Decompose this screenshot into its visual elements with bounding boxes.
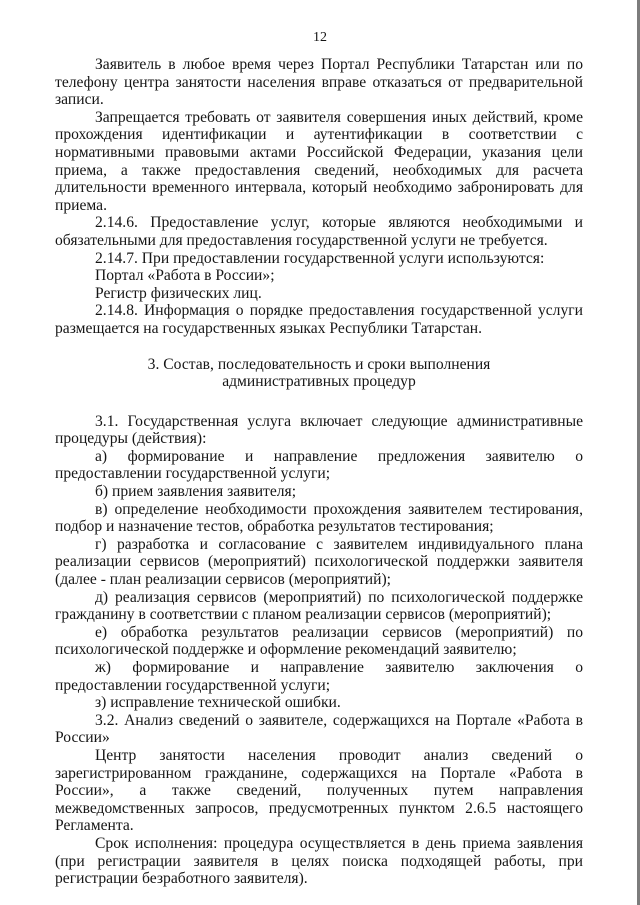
paragraph-refusal-of-appointment: Заявитель в любое время через Портал Республики Татарстан или по телефону центра занятости населения вправе отказаться от предварительной записи. <box>55 56 583 109</box>
list-item-a: а) формирование и направление предложения заявителю о предоставлении государственной услуги; <box>55 447 583 483</box>
document-body <box>55 56 583 888</box>
section-heading: 3. Состав, последовательность и сроки выполнения административных процедур <box>147 355 491 391</box>
list-item-register: Регистр физических лиц. <box>95 284 262 302</box>
list-item-b: б) прием заявления заявителя; <box>95 483 297 501</box>
paragraph-execution-deadline: Срок исполнения: процедура осуществляется в день приема заявления (при регистрации заявителя в целях поиска подходящей работы, при регистрации безработного заявителя). <box>55 834 583 888</box>
paragraph-employment-center-analysis: Центр занятости населения проводит анализ сведений о зарегистрированном гражданине, содержащихся на Портале «Работа в России», а также сведений, полученных путем направления межведомственных запросов, предусмотренных пунктом 2.6.5 настоящего Регламента. <box>55 746 583 835</box>
list-item-zh: ж) формирование и направление заявителю заключения о предоставлении государственной услуги; <box>55 659 583 694</box>
paragraph-prohibited-requirements: Запрещается требовать от заявителя совершения иных действий, кроме прохождения идентификации и аутентификации в соответствии с нормативными правовыми актами Российской Федерации, указания цели приема, а также предоставления сведений, необходимых для расчета длительности временного интервала, который необходимо забронировать для приема. <box>55 108 583 214</box>
page-number: 12 <box>313 30 327 45</box>
list-item-portal: Портал «Работа в России»; <box>95 267 275 285</box>
list-item-z: з) исправление технической ошибки. <box>95 694 341 712</box>
paragraph-3-2: 3.2. Анализ сведений о заявителе, содержащихся на Портале «Работа в России» <box>55 711 583 747</box>
paragraph-3-1: 3.1. Государственная услуга включает следующие административные процедуры (действия): <box>55 412 583 448</box>
paragraph-2-14-8: 2.14.8. Информация о порядке предоставления государственной услуги размещается на государственных языках Республики Татарстан. <box>55 302 583 337</box>
paragraph-2-14-7: 2.14.7. При предоставлении государственной услуги используются: <box>95 249 545 267</box>
paragraph-2-14-6: 2.14.6. Предоставление услуг, которые являются необходимыми и обязательными для предоставления государственной услуги не требуется. <box>55 214 583 249</box>
list-item-d: д) реализация сервисов (мероприятий) по психологической поддержке гражданину в соответствии с планом реализации сервисов (мероприятий); <box>55 588 583 624</box>
list-item-e: е) обработка результатов реализации сервисов (мероприятий) по психологической поддержке и оформление рекомендаций заявителю; <box>55 623 583 659</box>
list-item-g: г) разработка и согласование с заявителем индивидуального плана реализации сервисов (мероприятий) психологической поддержки заявителя (далее - план реализации сервисов (мероприятий); <box>55 535 583 589</box>
list-item-v: в) определение необходимости прохождения заявителем тестирования, подбор и назначение тестов, обработка результатов тестирования; <box>55 500 583 536</box>
